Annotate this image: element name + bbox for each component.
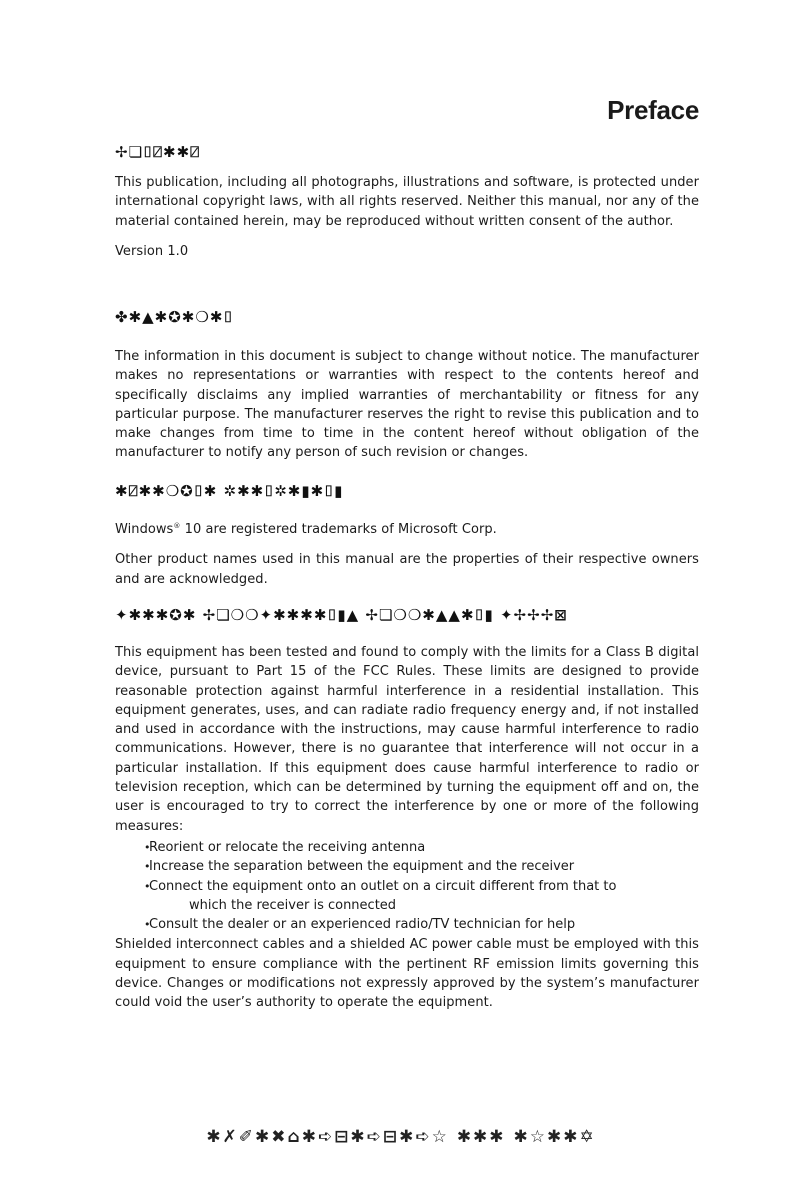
windows-name: Windows <box>115 522 174 537</box>
fcc-section <box>115 605 699 1013</box>
bullet-icon: • <box>144 918 151 932</box>
page-footer: ✱✗✐✱✖⌂✱➪⊟✱➪⊟✱➪☆ ✱✱✱ ✱☆✱✱✡ <box>206 1127 596 1147</box>
trademark-paragraph-1-rest: 10 are registered trademarks of Microsoft Corp. <box>180 522 497 537</box>
bullet-icon: • <box>144 860 151 874</box>
disclaimer-heading: ✤✱▲✱✪✱❍✱⌷ <box>115 308 234 326</box>
fcc-paragraph-2: Shielded interconnect cables and a shielded AC power cable must be employed with this equipment to ensure compliance with the pertinent RF emission limits governing this device. Changes or modifications not expressly approved by the system’s manufacturer could void the user’s authority to operate the equipment. <box>115 937 699 1011</box>
fcc-heading: ✦✱✱✱✪✱ ✢❏❍❍✦✱✱✱✱⌷▮▲ ✢❏❍❍✱▲▲✱⌷▮ ✦✢✢✢⊠ <box>115 606 568 624</box>
bullet-icon: • <box>144 879 151 893</box>
trademark-heading: ✱⍁✱✱❍✪⌷✱ ✲✱✱⌷✲✱▮✱⌷▮ <box>115 482 344 500</box>
fcc-paragraph-1: This equipment has been tested and found to comply with the limits for a Class B digital device, pursuant to Part 15 of the FCC Rules. These limits are designed to provide reasonable protection against harmful interference in a residential installation. This equipment generates, uses, and can radiate radio frequency energy and, if not installed and used in accordance with the instructions, may cause harmful interference to radio communications. However, there is no guarantee that interference will not occur in a particular installation. If this equipment does cause harmful interference to radio or television reception, which can be determined by turning the equipment off and on, the user is encouraged to try to correct the interference by one or more of the following measures: <box>115 645 699 834</box>
page-title: Preface <box>607 95 699 125</box>
fcc-measures-list <box>115 838 699 934</box>
trademark-paragraph-2: Other product names used in this manual are the properties of their respective owners and are acknowledged. <box>115 552 699 587</box>
list-item: • Reorient or relocate the receiving antenna <box>144 838 699 857</box>
trademark-paragraph-1 <box>115 517 699 539</box>
registered-mark: ® <box>173 522 181 530</box>
disclaimer-paragraph: The information in this document is subject to change without notice. The manufacturer makes no representations or warranties with respect to the contents hereof and specifically disclaims any implied warranties of merchantability or fitness for any particular purpose. The manufacturer reserves the right to revise this publication and to make changes from time to time in the content hereof without obligation of the manufacturer to notify any person of such revision or changes. <box>115 349 699 461</box>
bullet-icon: • <box>144 840 151 854</box>
copyright-section <box>115 142 699 261</box>
disclaimer-section <box>115 307 699 463</box>
copyright-heading: ✢❏⌷⍁✱✱⍁ <box>115 143 201 161</box>
version-text: Version 1.0 <box>115 243 189 259</box>
copyright-paragraph: This publication, including all photographs, illustrations and software, is protected under international copyright laws, with all rights reserved. Neither this manual, nor any of the material contained herein, may be reproduced without written consent of the author. <box>115 175 699 229</box>
trademark-section <box>115 481 699 589</box>
list-item: • Connect the equipment onto an outlet on a circuit different from that to which the receiver is connected <box>144 878 617 913</box>
list-item: • Increase the separation between the equipment and the receiver <box>144 857 699 876</box>
list-item: • Consult the dealer or an experienced radio/TV technician for help <box>144 915 699 934</box>
